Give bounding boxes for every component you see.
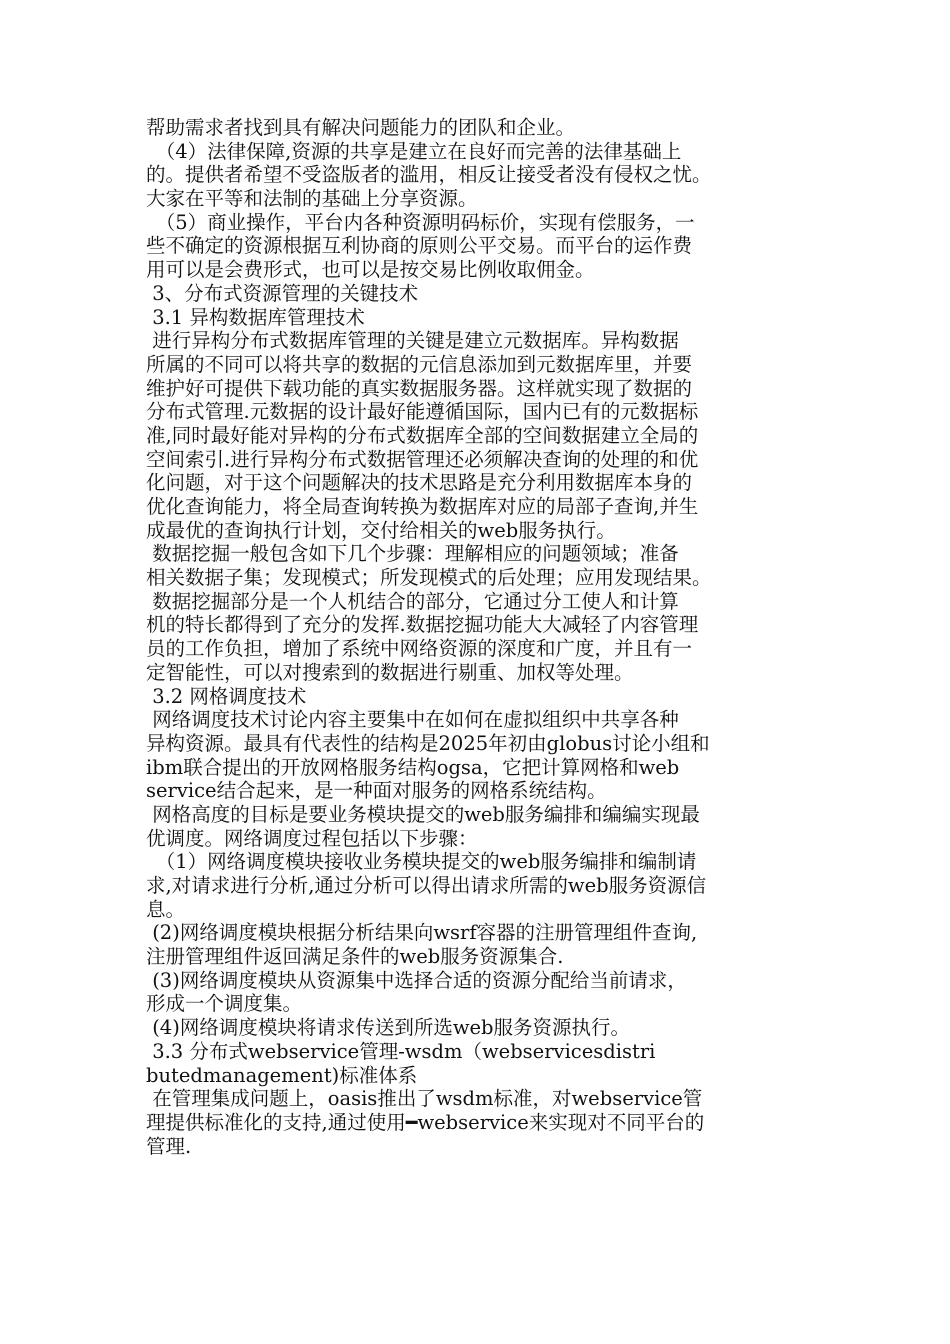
text-line: （4）法律保障,资源的共享是建立在良好而完善的法律基础上	[146, 139, 682, 163]
text-line: 息。	[146, 897, 186, 921]
text-line: 成最优的查询执行计划，交付给相关的web服务执行。	[146, 518, 616, 542]
text-line: 用可以是会费形式，也可以是按交易比例收取佣金。	[146, 258, 595, 282]
text-line: ibm联合提出的开放网格服务结构ogsa，它把计算网格和web	[146, 755, 680, 779]
subsection-heading: 3.1 异构数据库管理技术	[146, 305, 365, 329]
text-line: 异构资源。最具有代表性的结构是2025年初由globus讨论小组和	[146, 731, 710, 755]
text-line: 形成一个调度集。	[146, 992, 303, 1016]
text-line: 网络调度技术讨论内容主要集中在如何在虚拟组织中共享各种	[146, 708, 679, 732]
text-line: 进行异构分布式数据库管理的关键是建立元数据库。异构数据	[146, 329, 679, 353]
text-line: 员的工作负担，增加了系统中网络资源的深度和广度，并且有一	[146, 637, 693, 661]
text-line: 维护好可提供下载功能的真实数据服务器。这样就实现了数据的	[146, 376, 693, 400]
text-line: 优化查询能力，将全局查询转换为数据库对应的局部子查询,并生	[146, 495, 699, 518]
text-line: 帮助需求者找到具有解决问题能力的团队和企业。	[146, 116, 576, 139]
text-line: （1）网络调度模块接收业务模块提交的web服务编排和编制请	[146, 850, 697, 874]
text-line: (3)网络调度模块从资源集中选择合适的资源分配给当前请求，	[146, 968, 687, 992]
text-line: 在管理集成问题上，oasis推出了wsdm标准，对webservice管	[146, 1087, 703, 1111]
text-line: 数据挖掘部分是一个人机结合的部分，它通过分工使人和计算	[146, 589, 679, 613]
text-line: service结合起来，是一种面对服务的网格系统结构。	[146, 779, 607, 803]
text-line: 注册管理组件返回满足条件的web服务资源集合.	[146, 945, 564, 969]
text-line: (2)网络调度模块根据分析结果向wsrf容器的注册管理组件查询,	[146, 921, 698, 945]
section-heading: 3、分布式资源管理的关键技术	[146, 281, 419, 305]
text-line: 准,同时最好能对异构的分布式数据库全部的空间数据建立全局的	[146, 423, 699, 447]
text-line: 化问题，对于这个问题解决的技术思路是充分利用数据库本身的	[146, 471, 693, 495]
text-line: 大家在平等和法制的基础上分享资源。	[146, 187, 478, 211]
text-line: 相关数据子集；发现模式；所发现模式的后处理；应用发现结果。	[146, 566, 712, 590]
subsection-heading: 3.2 网格调度技术	[146, 684, 307, 708]
text-line: (4)网络调度模块将请求传送到所选web服务资源执行。	[146, 1016, 631, 1040]
text-line: （5）商业操作，平台内各种资源明码标价，实现有偿服务，一	[146, 210, 695, 234]
text-line: 定智能性，可以对搜索到的数据进行剔重、加权等处理。	[146, 660, 634, 684]
text-line: 数据挖掘一般包含如下几个步骤：理解相应的问题领域；准备	[146, 542, 679, 566]
text-line: 机的特长都得到了充分的发挥.数据挖掘功能大大减轻了内容管理	[146, 613, 699, 637]
text-line: 管理.	[146, 1134, 192, 1158]
text-line: 网格高度的目标是要业务模块提交的web服务编排和编编实现最	[146, 802, 700, 826]
text-line: 所属的不同可以将共享的数据的元信息添加到元数据库里，并要	[146, 352, 693, 376]
text-line: 理提供标准化的支持,通过使用━webservice来实现对不同平台的	[146, 1110, 705, 1134]
text-line: 求,对请求进行分析,通过分析可以得出请求所需的web服务资源信	[146, 874, 707, 897]
text-line: 些不确定的资源根据互利协商的原则公平交易。而平台的运作费	[146, 234, 693, 258]
subsection-heading: butedmanagement)标准体系	[146, 1063, 418, 1087]
text-line: 空间索引.进行异构分布式数据管理还必须解决查询的处理的和优	[146, 447, 699, 471]
subsection-heading: 3.3 分布式webservice管理-wsdm（webservicesdistri	[146, 1039, 656, 1063]
text-line: 优调度。网络调度过程包括以下步骤：	[146, 826, 478, 850]
text-line: 的。提供者希望不受盗版者的滥用，相反让接受者没有侵权之忧。	[146, 163, 712, 187]
body-text	[146, 116, 806, 1158]
text-line: 分布式管理.元数据的设计最好能遵循国际，国内已有的元数据标	[146, 400, 699, 424]
